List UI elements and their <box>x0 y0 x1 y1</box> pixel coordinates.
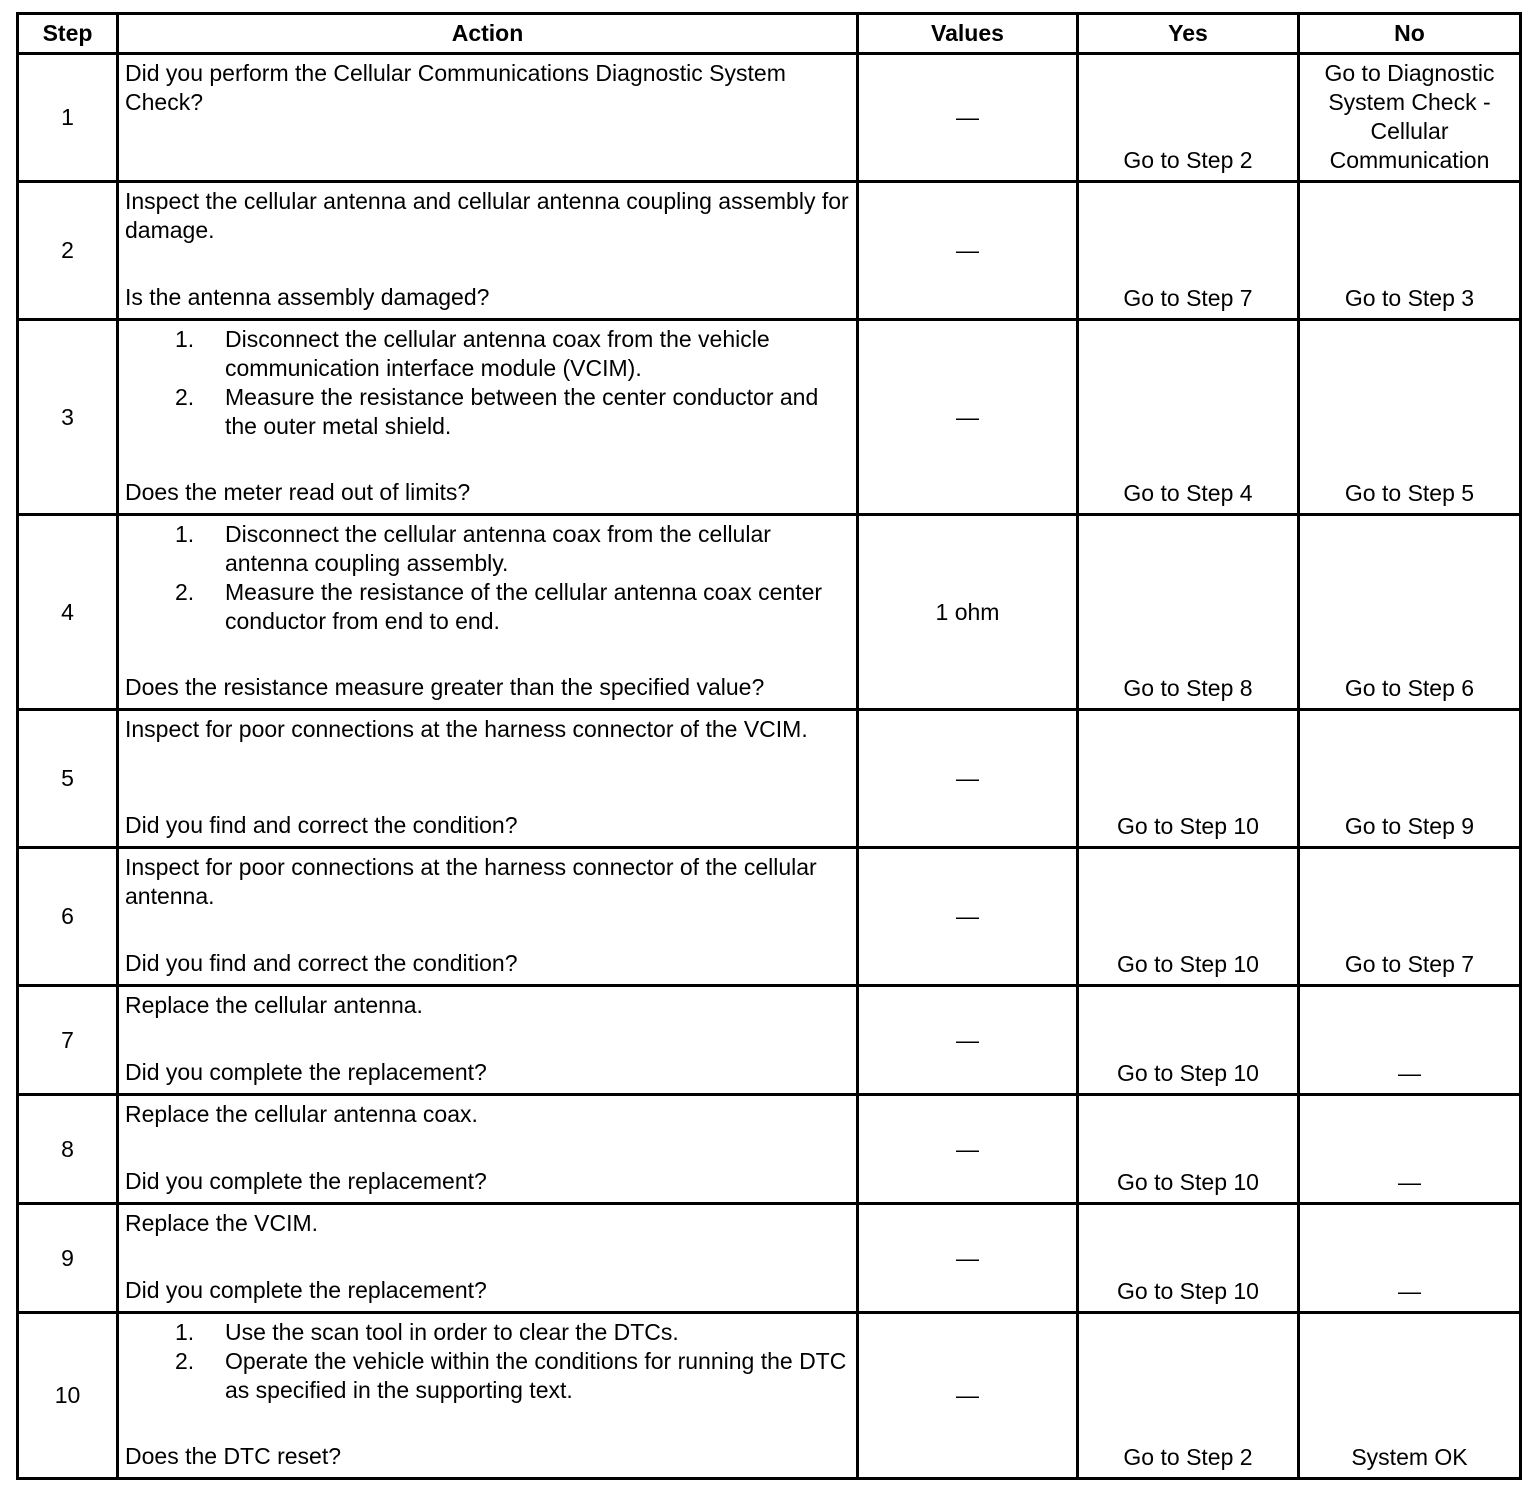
no-cell: Go to Step 9 <box>1299 710 1521 848</box>
yes-cell: Go to Step 10 <box>1078 1095 1299 1204</box>
value-cell: 1 ohm <box>858 515 1078 710</box>
step-number: 8 <box>18 1095 118 1204</box>
value-cell: — <box>858 54 1078 182</box>
step-number: 6 <box>18 848 118 986</box>
table-row <box>18 710 1521 848</box>
yes-cell: Go to Step 10 <box>1078 848 1299 986</box>
value-cell: — <box>858 1095 1078 1204</box>
value-cell: — <box>858 1313 1078 1479</box>
action-text: Replace the cellular antenna coax. <box>125 1101 478 1127</box>
action-cell <box>118 320 858 515</box>
step-number: 7 <box>18 986 118 1095</box>
no-cell: Go to Step 5 <box>1299 320 1521 515</box>
action-step-item <box>125 1318 850 1347</box>
no-cell: Go to Step 6 <box>1299 515 1521 710</box>
diagnostic-table <box>16 12 1522 1480</box>
action-text: Inspect for poor connections at the harness connector of the cellular antenna. <box>125 854 817 909</box>
no-cell: — <box>1299 1095 1521 1204</box>
action-question: Did you complete the replacement? <box>125 1277 487 1303</box>
table-row <box>18 1313 1521 1479</box>
yes-cell: Go to Step 2 <box>1078 54 1299 182</box>
header-no: No <box>1299 14 1521 54</box>
action-cell <box>118 710 858 848</box>
value-cell: — <box>858 710 1078 848</box>
step-number: 5 <box>18 710 118 848</box>
action-step-number: 1. <box>175 326 195 352</box>
action-step-text: Operate the vehicle within the conditions for running the DTC as specified in the supporting text. <box>225 1348 847 1403</box>
table-row <box>18 986 1521 1095</box>
table-row <box>18 848 1521 986</box>
no-cell: Go to Step 3 <box>1299 182 1521 320</box>
action-step-text: Measure the resistance between the center conductor and the outer metal shield. <box>225 384 819 439</box>
table-row <box>18 515 1521 710</box>
no-cell: System OK <box>1299 1313 1521 1479</box>
header-yes: Yes <box>1078 14 1299 54</box>
action-question: Did you find and correct the condition? <box>125 812 518 838</box>
action-step-text: Measure the resistance of the cellular antenna coax center conductor from end to end. <box>225 579 823 634</box>
value-cell: — <box>858 320 1078 515</box>
action-question: Does the meter read out of limits? <box>125 479 471 505</box>
value-cell: — <box>858 986 1078 1095</box>
action-question: Does the DTC reset? <box>125 1443 342 1469</box>
action-question: Is the antenna assembly damaged? <box>125 284 490 310</box>
yes-cell: Go to Step 8 <box>1078 515 1299 710</box>
yes-cell: Go to Step 4 <box>1078 320 1299 515</box>
step-number: 4 <box>18 515 118 710</box>
action-step-item <box>125 325 850 383</box>
table-row <box>18 54 1521 182</box>
action-question: Did you complete the replacement? <box>125 1168 487 1194</box>
value-cell: — <box>858 848 1078 986</box>
header-row <box>18 14 1521 54</box>
step-number: 10 <box>18 1313 118 1479</box>
action-text: Inspect for poor connections at the harness connector of the VCIM. <box>125 716 808 742</box>
yes-cell: Go to Step 7 <box>1078 182 1299 320</box>
action-text: Did you perform the Cellular Communications Diagnostic System Check? <box>125 60 786 115</box>
action-cell <box>118 1095 858 1204</box>
yes-cell: Go to Step 10 <box>1078 986 1299 1095</box>
action-step-item <box>125 520 850 578</box>
action-cell <box>118 182 858 320</box>
no-cell: — <box>1299 986 1521 1095</box>
value-cell: — <box>858 182 1078 320</box>
table-row <box>18 320 1521 515</box>
action-step-number: 2. <box>175 384 195 410</box>
table-row <box>18 1204 1521 1313</box>
header-step: Step <box>18 14 118 54</box>
step-number: 2 <box>18 182 118 320</box>
action-cell <box>118 1313 858 1479</box>
action-step-number: 2. <box>175 579 195 605</box>
action-step-number: 1. <box>175 1319 195 1345</box>
value-cell: — <box>858 1204 1078 1313</box>
action-step-item <box>125 1347 850 1405</box>
action-step-text: Disconnect the cellular antenna coax from the vehicle communication interface module (VCIM). <box>225 326 770 381</box>
action-steps-list <box>125 520 850 636</box>
action-step-text: Disconnect the cellular antenna coax from the cellular antenna coupling assembly. <box>225 521 771 576</box>
action-question: Does the resistance measure greater than the specified value? <box>125 674 765 700</box>
action-cell <box>118 515 858 710</box>
action-cell <box>118 848 858 986</box>
no-cell: Go to Diagnostic System Check - Cellular Communication <box>1299 54 1521 182</box>
action-step-item <box>125 383 850 441</box>
yes-cell: Go to Step 10 <box>1078 1204 1299 1313</box>
action-cell <box>118 1204 858 1313</box>
action-steps-list <box>125 1318 850 1405</box>
action-text: Replace the VCIM. <box>125 1210 319 1236</box>
action-step-text: Use the scan tool in order to clear the DTCs. <box>225 1319 679 1345</box>
yes-cell: Go to Step 10 <box>1078 710 1299 848</box>
action-question: Did you find and correct the condition? <box>125 950 518 976</box>
action-cell <box>118 54 858 182</box>
header-action: Action <box>118 14 858 54</box>
step-number: 9 <box>18 1204 118 1313</box>
action-step-number: 2. <box>175 1348 195 1374</box>
no-cell: Go to Step 7 <box>1299 848 1521 986</box>
step-number: 1 <box>18 54 118 182</box>
action-text: Inspect the cellular antenna and cellular antenna coupling assembly for damage. <box>125 188 849 243</box>
action-step-item <box>125 578 850 636</box>
action-cell <box>118 986 858 1095</box>
step-number: 3 <box>18 320 118 515</box>
action-question: Did you complete the replacement? <box>125 1059 487 1085</box>
table-row <box>18 1095 1521 1204</box>
table-row <box>18 182 1521 320</box>
no-cell: — <box>1299 1204 1521 1313</box>
yes-cell: Go to Step 2 <box>1078 1313 1299 1479</box>
action-text: Replace the cellular antenna. <box>125 992 423 1018</box>
action-steps-list <box>125 325 850 441</box>
action-step-number: 1. <box>175 521 195 547</box>
header-values: Values <box>858 14 1078 54</box>
